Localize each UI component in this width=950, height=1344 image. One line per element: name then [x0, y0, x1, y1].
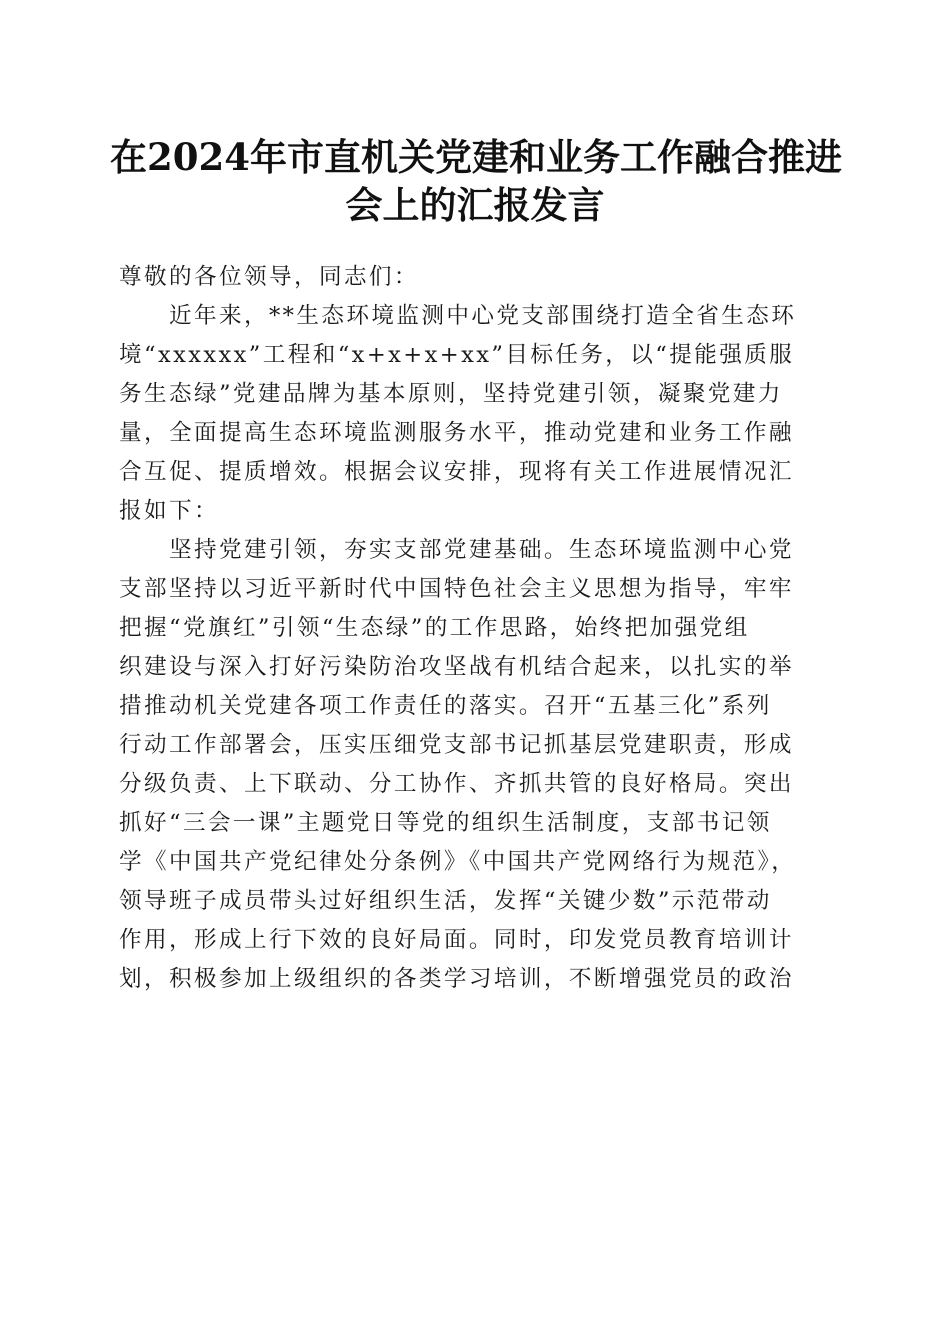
title-line-2: 会上的汇报发言: [345, 183, 605, 227]
document-body: [119, 258, 825, 999]
paragraph-line: 措推动机关党建各项工作责任的落实。召开“五基三化”系列: [119, 693, 772, 719]
paragraph-line: 境“xxxxxx”工程和“x+x+x+xx”目标任务，以“提能强质服: [119, 342, 795, 368]
paragraph-line: 行动工作部署会，压实压细党支部书记抓基层党建职责，形成: [119, 732, 794, 758]
paragraph-line: 分级负责、上下联动、分工协作、齐抓共管的良好格局。突出: [119, 771, 794, 797]
paragraph-line: 抓好“三会一课”主题党日等党的组织生活制度，支部书记领: [119, 810, 772, 836]
paragraph-line: 学《中国共产党纪律处分条例》《中国共产党网络行为规范》，: [119, 849, 797, 875]
title-line-1: 在2024年市直机关党建和业务工作融合推进: [110, 135, 842, 179]
paragraph-line: 近年来，**生态环境监测中心党支部围绕打造全省生态环: [169, 303, 797, 329]
paragraph-intro: [119, 297, 825, 531]
paragraph-line: 把握“党旗红”引领“生态绿”的工作思路，始终把加强党组: [119, 615, 750, 641]
paragraph-line: 务生态绿”党建品牌为基本原则，坚持党建引领，凝聚党建力: [119, 381, 783, 407]
paragraph-line: 报如下：: [119, 498, 219, 524]
paragraph-line: 作用，形成上行下效的良好局面。同时，印发党员教育培训计: [119, 927, 794, 953]
salutation: 尊敬的各位领导，同志们：: [119, 264, 419, 290]
paragraph-line: 量，全面提高生态环境监测服务水平，推动党建和业务工作融: [119, 420, 794, 446]
paragraph-line: 支部坚持以习近平新时代中国特色社会主义思想为指导，牢牢: [119, 576, 794, 602]
paragraph-line: 划，积极参加上级组织的各类学习培训，不断增强党员的政治: [119, 966, 794, 992]
paragraph-line: 领导班子成员带头过好组织生活，发挥“关键少数”示范带动: [119, 888, 772, 914]
paragraph-line: 织建设与深入打好污染防治攻坚战有机结合起来，以扎实的举: [119, 654, 794, 680]
document-title: [110, 133, 840, 229]
paragraph-party-building: [119, 531, 825, 999]
paragraph-line: 合互促、提质增效。根据会议安排，现将有关工作进展情况汇: [119, 459, 794, 485]
paragraph-line: 坚持党建引领，夯实支部党建基础。生态环境监测中心党: [169, 537, 794, 563]
